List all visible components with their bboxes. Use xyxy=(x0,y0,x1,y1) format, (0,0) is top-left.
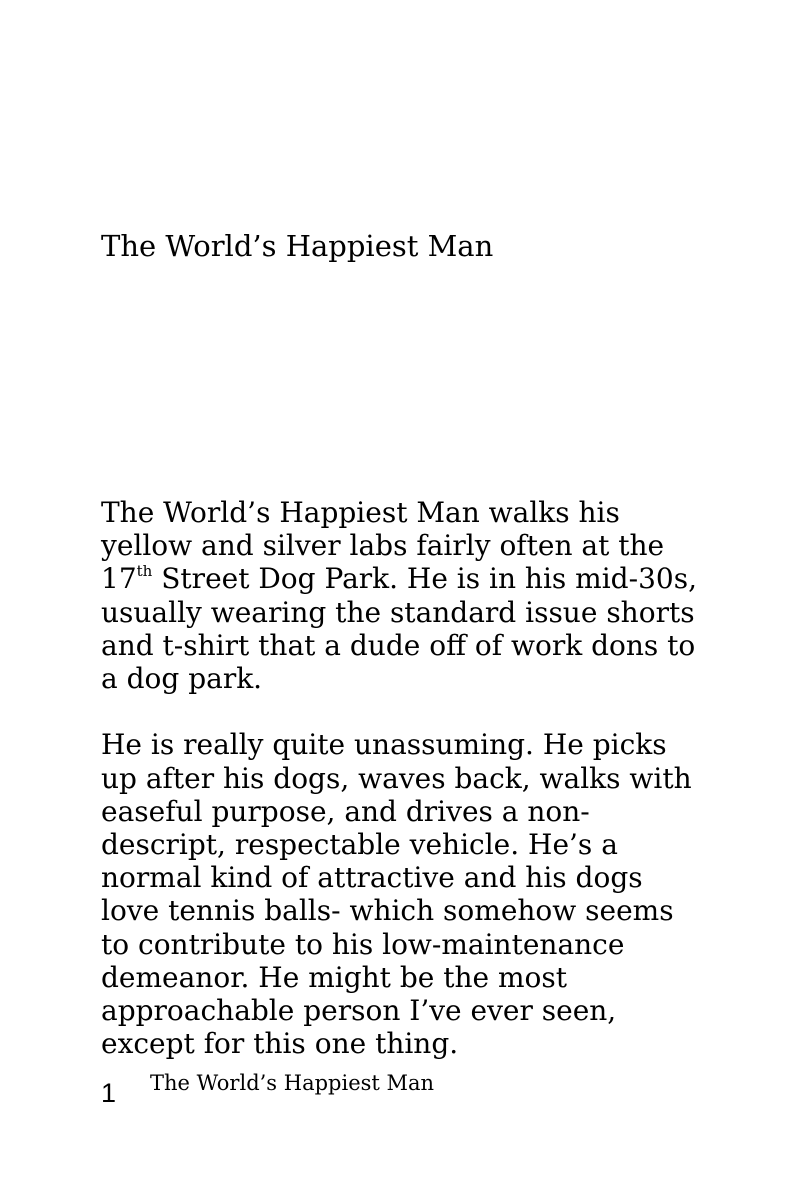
paragraph-1-line-2: yellow and silver labs fairly often at the xyxy=(101,529,665,563)
body-text xyxy=(101,496,721,1060)
ordinal-suffix: th xyxy=(136,562,153,581)
paragraph-1-line-1: The World’s Happiest Man walks his xyxy=(101,496,620,529)
page-number: 1 xyxy=(101,1078,117,1108)
running-title: The World’s Happiest Man xyxy=(150,1071,435,1095)
paragraph-2-line-9: approachable person I’ve ever seen, xyxy=(101,994,617,1028)
paragraph-2-line-6: love tennis balls- which somehow seems xyxy=(101,894,674,928)
paragraph-1-line-5: and t-shirt that a dude off of work dons to xyxy=(101,628,696,662)
paragraph-2-line-3: easeful purpose, and drives a non- xyxy=(101,794,590,828)
paragraph-1-line-4: usually wearing the standard issue shorts xyxy=(101,595,695,629)
paragraph-gap xyxy=(101,695,721,728)
line-remainder: Street Dog Park. He is in his mid-30s, xyxy=(152,562,697,596)
page-title: The World’s Happiest Man xyxy=(101,229,494,263)
paragraph-2-line-7: to contribute to his low-maintenance xyxy=(101,927,625,961)
paragraph-1-line-3 xyxy=(101,562,721,595)
paragraph-2-line-4: descript, respectable vehicle. He’s a xyxy=(101,828,618,862)
paragraph-2-line-8: demeanor. He might be the most xyxy=(101,960,567,994)
paragraph-1-line-6: a dog park. xyxy=(101,662,263,696)
page-footer xyxy=(101,1068,701,1108)
paragraph-2-line-10: except for this one thing. xyxy=(101,1027,459,1061)
paragraph-2-line-5: normal kind of attractive and his dogs xyxy=(101,861,643,895)
paragraph-2-line-1: He is really quite unassuming. He picks xyxy=(101,728,667,762)
ordinal-number: 17 xyxy=(101,562,137,596)
paragraph-2-line-2: up after his dogs, waves back, walks with xyxy=(101,761,692,795)
